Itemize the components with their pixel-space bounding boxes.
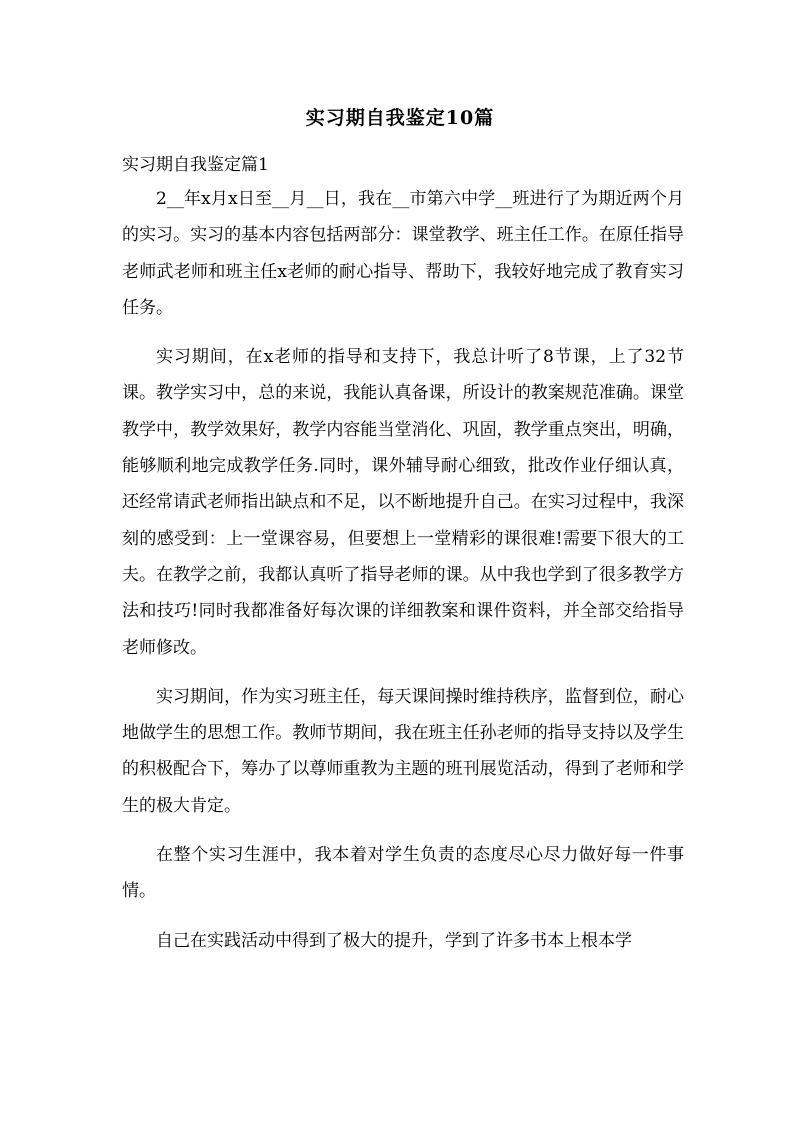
document-title: 实习期自我鉴定10篇: [305, 107, 495, 129]
paragraph: 在整个实习生涯中，我本着对学生负责的态度尽心尽力做好每一件事情。: [122, 845, 684, 902]
paragraph: 实习期间，作为实习班主任，每天课间操时维持秩序，监督到位，耐心地做学生的思想工作。教师节期间，我在班主任孙老师的指导支持以及学生的积极配合下，筹办了以尊师重教为主题的班刊展览活动，得到了老师和学生的极大肯定。: [122, 686, 684, 816]
paragraph: 2__年x月x日至__月__日，我在__市第六中学__班进行了为期近两个月的实习。实习的基本内容包括两部分：课堂教学、班主任工作。在原任指导老师武老师和班主任x老师的耐心指导、帮助下，我较好地完成了教育实习任务。: [122, 189, 684, 318]
paragraph: 实习期间，在x老师的指导和支持下，我总计听了8节课，上了32节课。教学实习中，总的来说，我能认真备课，所设计的教案规范准确。课堂教学中，教学效果好，教学内容能当堂消化、巩固，教学重点突出，明确，能够顺利地完成教学任务.同时，课外辅导耐心细致，批改作业仔细认真，还经常请武老师指出缺点和不足，以不断地提升自己。在实习过程中，我深刻的感受到：上一堂课容易，但要想上一堂精彩的课很难!需要下很大的工夫。在教学之前，我都认真听了指导老师的课。从中我也学到了很多教学方法和技巧!同时我都准备好每次课的详细教案和课件资料，并全部交给指导老师修改。: [122, 347, 684, 658]
document-body: [122, 181, 684, 972]
paragraph: 自己在实践活动中得到了极大的提升，学到了许多书本上根本学: [156, 930, 632, 951]
section-heading: 实习期自我鉴定篇1: [122, 155, 269, 175]
